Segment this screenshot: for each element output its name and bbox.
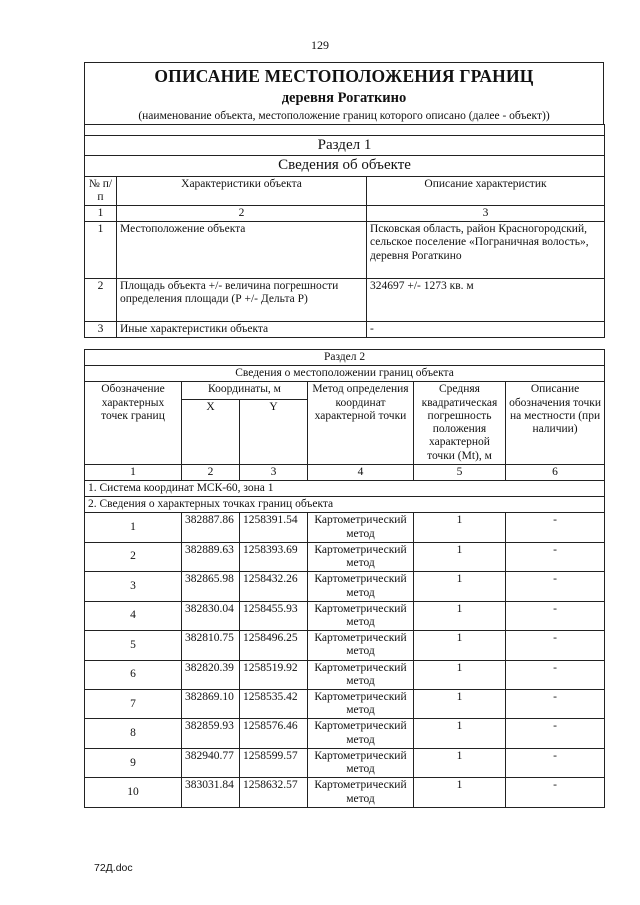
point-error: 1 (414, 572, 506, 601)
row-description: Псковская область, район Красногородский, сельское поселение «Пограничная волость», деревня Рогаткино (367, 222, 605, 279)
section-2-heading: Сведения о местоположении границ объекта (85, 366, 605, 382)
point-method: Картометрический метод (308, 748, 414, 777)
point-y: 1258535.42 (240, 690, 308, 719)
col-number: 3 (367, 205, 605, 221)
point-error: 1 (414, 719, 506, 748)
point-y: 1258393.69 (240, 542, 308, 571)
section-2-column-numbers (85, 464, 605, 480)
point-y: 1258599.57 (240, 748, 308, 777)
page-number: 129 (311, 38, 329, 52)
table-row (85, 601, 605, 630)
col-number: 1 (85, 205, 117, 221)
point-number: 8 (85, 719, 182, 748)
coordinate-system-note: 1. Система координат МСК-60, зона 1 (85, 480, 605, 496)
col-header-description: Описание характеристик (367, 176, 605, 205)
col-number: 6 (506, 464, 605, 480)
table-row (85, 660, 605, 689)
points-body (85, 513, 605, 807)
col-number: 3 (240, 464, 308, 480)
point-description: - (506, 748, 605, 777)
row-description: 324697 +/- 1273 кв. м (367, 279, 605, 322)
file-name: 72Д.doc (94, 862, 133, 874)
point-y: 1258632.57 (240, 778, 308, 807)
col-number: 5 (414, 464, 506, 480)
point-number: 4 (85, 601, 182, 630)
table-row (85, 690, 605, 719)
point-description: - (506, 513, 605, 542)
point-error: 1 (414, 748, 506, 777)
point-number: 7 (85, 690, 182, 719)
section-1-heading-row (85, 156, 605, 176)
point-number: 10 (85, 778, 182, 807)
row-number: 3 (85, 322, 117, 338)
point-error: 1 (414, 631, 506, 660)
point-y: 1258391.54 (240, 513, 308, 542)
point-description: - (506, 660, 605, 689)
section-2 (84, 349, 604, 808)
point-method: Картометрический метод (308, 601, 414, 630)
row-description: - (367, 322, 605, 338)
col-number: 2 (182, 464, 240, 480)
section-2-title: Раздел 2 (85, 350, 605, 366)
point-error: 1 (414, 601, 506, 630)
points-note-row (85, 497, 605, 513)
point-description: - (506, 542, 605, 571)
point-method: Картометрический метод (308, 631, 414, 660)
point-x: 382830.04 (182, 601, 240, 630)
point-error: 1 (414, 513, 506, 542)
point-description: - (506, 778, 605, 807)
point-number: 1 (85, 513, 182, 542)
section-2-header-row (85, 382, 605, 399)
point-error: 1 (414, 660, 506, 689)
point-description: - (506, 719, 605, 748)
col-header-y: Y (240, 399, 308, 464)
spacer-row (85, 125, 605, 136)
section-1-title: Раздел 1 (85, 136, 605, 156)
row-number: 2 (85, 279, 117, 322)
table-row (85, 513, 605, 542)
col-number: 2 (117, 205, 367, 221)
col-header-number: № п/п (85, 176, 117, 205)
point-x: 382869.10 (182, 690, 240, 719)
row-number: 1 (85, 222, 117, 279)
table-row (85, 222, 605, 279)
point-y: 1258455.93 (240, 601, 308, 630)
point-y: 1258576.46 (240, 719, 308, 748)
table-row (85, 631, 605, 660)
system-note-row (85, 480, 605, 496)
point-x: 383031.84 (182, 778, 240, 807)
point-method: Картометрический метод (308, 690, 414, 719)
object-info-table (84, 124, 605, 338)
title-block (84, 62, 604, 124)
section-2-title-row (85, 350, 605, 366)
point-y: 1258519.92 (240, 660, 308, 689)
point-description: - (506, 572, 605, 601)
point-x: 382859.93 (182, 719, 240, 748)
table-row (85, 748, 605, 777)
point-x: 382865.98 (182, 572, 240, 601)
col-header-points: Обозначение характерных точек границ (85, 382, 182, 464)
object-name: деревня Рогаткино (281, 90, 407, 106)
point-error: 1 (414, 778, 506, 807)
point-number: 5 (85, 631, 182, 660)
table-row (85, 322, 605, 338)
col-header-characteristic: Характеристики объекта (117, 176, 367, 205)
point-number: 3 (85, 572, 182, 601)
section-1-title-row (85, 136, 605, 156)
table-row (85, 279, 605, 322)
row-characteristic: Площадь объекта +/- величина погрешности определения площади (Р +/- Дельта Р) (117, 279, 367, 322)
point-x: 382810.75 (182, 631, 240, 660)
point-method: Картометрический метод (308, 572, 414, 601)
point-error: 1 (414, 542, 506, 571)
row-characteristic: Иные характеристики объекта (117, 322, 367, 338)
col-header-method: Метод определения координат характерной точки (308, 382, 414, 464)
document-title: ОПИСАНИЕ МЕСТОПОЛОЖЕНИЯ ГРАНИЦ (154, 66, 534, 86)
col-header-x: X (182, 399, 240, 464)
point-method: Картометрический метод (308, 719, 414, 748)
section-1-heading: Сведения об объекте (85, 156, 605, 176)
point-x: 382820.39 (182, 660, 240, 689)
point-number: 2 (85, 542, 182, 571)
point-method: Картометрический метод (308, 513, 414, 542)
col-header-coords: Координаты, м (182, 382, 308, 399)
section-2-heading-row (85, 366, 605, 382)
point-number: 9 (85, 748, 182, 777)
point-error: 1 (414, 690, 506, 719)
points-note: 2. Сведения о характерных точках границ объекта (85, 497, 605, 513)
point-method: Картометрический метод (308, 778, 414, 807)
col-header-error: Средняя квадратическая погрешность положения характерной точки (Mt), м (414, 382, 506, 464)
point-description: - (506, 601, 605, 630)
point-description: - (506, 631, 605, 660)
point-x: 382887.86 (182, 513, 240, 542)
row-characteristic: Местоположение объекта (117, 222, 367, 279)
col-number: 4 (308, 464, 414, 480)
point-number: 6 (85, 660, 182, 689)
point-y: 1258496.25 (240, 631, 308, 660)
col-number: 1 (85, 464, 182, 480)
point-x: 382889.63 (182, 542, 240, 571)
object-note: (наименование объекта, местоположение границ которого описано (далее - объект)) (138, 110, 550, 122)
point-description: - (506, 690, 605, 719)
table-row (85, 719, 605, 748)
section-1 (84, 62, 604, 338)
table-row (85, 542, 605, 571)
section-1-column-numbers (85, 205, 605, 221)
point-y: 1258432.26 (240, 572, 308, 601)
table-row (85, 572, 605, 601)
point-x: 382940.77 (182, 748, 240, 777)
boundary-points-table (84, 349, 605, 808)
table-row (85, 778, 605, 807)
col-header-description: Описание обозначения точки на местности (при наличии) (506, 382, 605, 464)
section-1-header-row (85, 176, 605, 205)
point-method: Картометрический метод (308, 660, 414, 689)
point-method: Картометрический метод (308, 542, 414, 571)
